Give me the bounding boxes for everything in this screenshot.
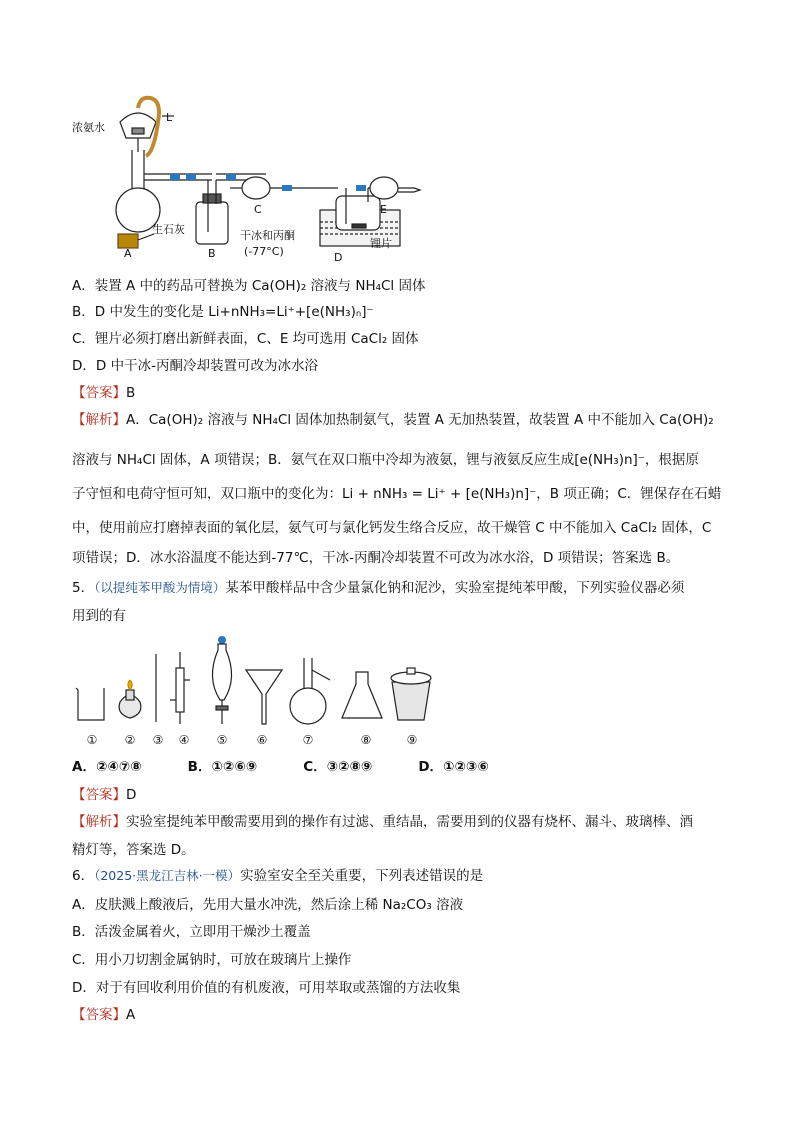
instrument-label-6: ⑥ <box>256 733 268 747</box>
drying-tube-E <box>370 177 398 199</box>
question-source: （2025·黑龙江吉林·一模） <box>94 868 241 883</box>
conical-flask-icon <box>342 672 382 718</box>
answer-value: A <box>126 1007 136 1023</box>
q5-stem-2: 用到的有 <box>72 608 126 624</box>
instrument-label-7: ⑦ <box>302 733 314 747</box>
separatory-funnel-icon <box>212 636 231 724</box>
crucible-icon <box>391 668 431 720</box>
q6-option-b: B．活泼金属着火，立即用干燥沙土覆盖 <box>72 924 311 940</box>
analysis-text: A．Ca(OH)₂ 溶液与 NH₄Cl 固体加热制氨气，装置 A 无加热装置，故装置 A 中不能加入 Ca(OH)₂ <box>126 412 714 428</box>
question-stem: 某苯甲酸样品中含少量氯化钠和泥沙，实验室提纯苯甲酸，下列实验仪器必须 <box>225 580 685 596</box>
analysis-text: 实验室提纯苯甲酸需要用到的操作有过滤、重结晶，需要用到的仪器有烧杯、漏斗、玻璃棒、酒 <box>126 814 693 830</box>
q4-analysis-2: 溶液与 NH₄Cl 固体，A 项错误；B．氨气在双口瓶中冷却为液氨，锂与液氨反应生成[e(NH₃)n]⁻，根据原 <box>72 452 699 468</box>
q4-analysis-3: 子守恒和电荷守恒可知，双口瓶中的变化为：Li + nNH₃ = Li⁺ + [e(NH₃)n]⁻，B 项正确；C．锂保存在石蜡 <box>72 486 722 502</box>
q5-answer <box>72 785 136 805</box>
q6-option-d: D．对于有回收利用价值的有机废液，可用萃取或蒸馏的方法收集 <box>72 980 461 996</box>
label-C: C <box>254 203 262 216</box>
instrument-label-8: ⑧ <box>360 733 372 747</box>
instrument-label-4: ④ <box>178 733 190 747</box>
beaker-icon <box>76 688 104 720</box>
q4-option-c: C．锂片必须打磨出新鲜表面，C、E 均可选用 CaCl₂ 固体 <box>72 331 419 347</box>
answer-value: B <box>126 385 136 401</box>
label-lithium: 锂片 <box>370 237 392 250</box>
instrument-label-1: ① <box>86 733 98 747</box>
label-quicklime: 生石灰 <box>152 223 185 236</box>
choice-c: C．③②⑧⑨ <box>303 759 373 775</box>
answer-label: 【答案】 <box>72 787 126 803</box>
question-number: 6． <box>72 868 95 884</box>
choice-a: A．②④⑦⑧ <box>72 759 142 775</box>
q4-analysis-4: 中，使用前应打磨掉表面的氧化层，氨气可与氯化钙发生络合反应，故干燥管 C 中不能加入 CaCl₂ 固体，C <box>72 520 712 536</box>
question-stem: 实验室安全至关重要，下列表述错误的是 <box>240 868 484 884</box>
q6-answer <box>72 1005 135 1025</box>
answer-label: 【答案】 <box>72 1007 126 1023</box>
instruments-figure <box>70 628 440 728</box>
distilling-flask-icon <box>290 658 330 724</box>
question-source: （以提纯苯甲酸为情境） <box>94 580 226 595</box>
answer-value: D <box>126 787 137 803</box>
q4-analysis-1 <box>72 410 714 430</box>
q5-stem-1 <box>72 578 684 598</box>
q5-analysis-2: 精灯等，答案选 D。 <box>72 842 195 858</box>
condenser-icon <box>170 652 190 724</box>
label-conc-ammonia: 浓氨水 <box>72 121 105 134</box>
funnel-icon <box>246 670 282 724</box>
label-B: B <box>208 247 216 260</box>
label-L: L <box>166 111 173 124</box>
drying-tube-C <box>242 177 270 199</box>
q4-option-d: D．D 中干冰-丙酮冷却装置可改为冰水浴 <box>72 358 318 374</box>
q6-option-a: A．皮肤溅上酸液后，先用大量水冲洗，然后涂上稀 Na₂CO₃ 溶液 <box>72 897 464 913</box>
choice-d: D．①②③⑥ <box>418 759 489 775</box>
q4-option-a: A．装置 A 中的药品可替换为 Ca(OH)₂ 溶液与 NH₄Cl 固体 <box>72 278 426 294</box>
label-dryice: 干冰和丙酮 <box>240 229 295 242</box>
instrument-label-3: ③ <box>152 733 164 747</box>
label-E: E <box>380 203 387 216</box>
answer-label: 【答案】 <box>72 385 126 401</box>
label-temp: (-77°C) <box>244 245 284 258</box>
q6-option-c: C．用小刀切割金属钠时，可放在玻璃片上操作 <box>72 952 352 968</box>
wash-bottle-B <box>196 202 228 244</box>
q6-stem <box>72 866 483 886</box>
instrument-label-2: ② <box>124 733 136 747</box>
instrument-label-5: ⑤ <box>216 733 228 747</box>
analysis-label: 【解析】 <box>72 412 126 428</box>
q5-choices <box>72 757 535 777</box>
question-number: 5． <box>72 580 95 596</box>
q4-answer <box>72 383 135 403</box>
choice-b: B．①②⑥⑨ <box>187 759 258 775</box>
q4-analysis-5: 项错误；D．冰水浴温度不能达到-77℃，干冰-丙酮冷却装置不可改为冰水浴，D 项错误；答案选 B。 <box>72 550 680 566</box>
label-D: D <box>334 251 343 264</box>
instrument-label-9: ⑨ <box>406 733 418 747</box>
label-A: A <box>124 247 132 260</box>
q5-analysis-1 <box>72 812 693 832</box>
analysis-label: 【解析】 <box>72 814 126 830</box>
alcohol-lamp-icon <box>119 680 141 718</box>
q4-option-b: B．D 中发生的变化是 Li+nNH₃=Li⁺+[e(NH₃)ₙ]⁻ <box>72 304 374 320</box>
